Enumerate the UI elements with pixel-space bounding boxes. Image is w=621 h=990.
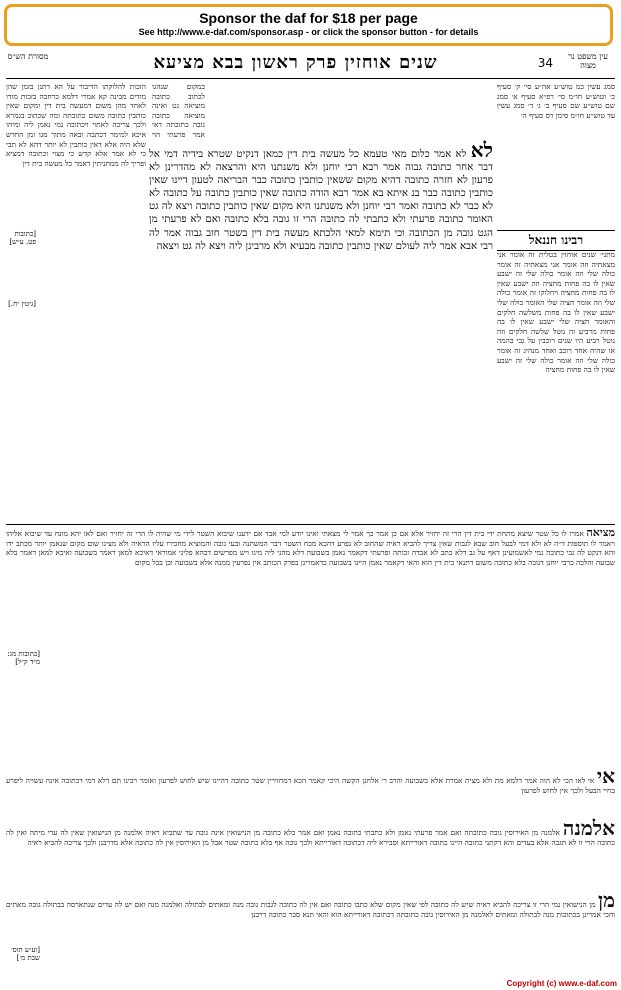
commentary-block-3 bbox=[6, 818, 615, 888]
talmud-page bbox=[6, 50, 615, 976]
margin-note: [גיטין יח.] bbox=[8, 300, 36, 308]
commentary-block-4 bbox=[6, 890, 615, 974]
rabbeinu-chananel-column: מתני׳ שנים אוחזין בטלית זה אומר אני מצאתיה וזה אומר אני מצאתיה זה אומר כולה שלי וזה אומר כולה שלי זה ישבע שאין לו בה פחות מחציה וזה ישבע שאין לו בה פחות מחציה ויחלוקו זה אומר כולה שלי וזה אומר חציה שלי האומר כולה שלי ישבע שאין לו בה פחות משלשה חלקים והאומר חציה שלי ישבע שאין לו בה פחות מרביע זה נוטל שלשה חלקים וזה נוטל רביע היו שנים רוכבין על גבי בהמה או שהיה אחד רוכב ואחד מנהיג זה אומר כולה שלי וזה אומר כולה שלי זה ישבע שאין לו בה פחות מחציה bbox=[497, 250, 615, 375]
gemara-opening-word: לא bbox=[470, 140, 493, 162]
copyright-link[interactable]: Copyright (c) www.e-daf.com bbox=[506, 979, 617, 988]
rashi-top-text: במקום שנהגו לכתוב כתובה מוציאה גט ואינה מוציאה כתובה גובה כתובתה דאי אמר פרעתי הוי bbox=[152, 82, 205, 138]
page-header bbox=[6, 50, 615, 79]
section-heading: אלמנה bbox=[562, 818, 615, 840]
section-divider bbox=[6, 524, 615, 525]
sponsor-banner[interactable] bbox=[4, 4, 613, 46]
section-heading: מציאה bbox=[586, 528, 615, 539]
page-title: שנים אוחזין פרק ראשון בבא מציעא bbox=[153, 52, 438, 73]
sponsor-title: Sponsor the daf for $18 per page bbox=[199, 10, 418, 26]
ein-mishpat-column: סמג עשין כמ טוש״ע אה״ע סי׳ ק׳ סעיף ב׳ וטוש״ע חו״מ סי׳ רפ״א סעיף א׳ סמג שם טוש״ע שם סעיף ב׳ ג׳ ד׳ סמג עשין עד טוש״ע חו״מ סימן רס סעיף ה׳ bbox=[497, 82, 615, 120]
commentary-text: אי לאו הכי לא הוה אמר דלמא מת ולא מצית אמרת אלא בשבועה והרב ר׳ אלחנן הקשה היכי קאמר הכא דמחזירין שטר כתובה דהיינו שיש לחוש לפרעון ואומר רבינו תם דלא דמי דכתובה אינה עשויה ליפרע בחיי הבעל ולכך אין לחוש לפרעון bbox=[6, 776, 615, 795]
mesoret-label: מסורת הש״ס bbox=[7, 52, 49, 61]
commentary-block-1 bbox=[6, 528, 615, 764]
ein-mishpat-label: עין משפט נר מצוה bbox=[568, 52, 608, 70]
margin-note: [כתובות מג: מ״ד ק״ל] bbox=[7, 650, 40, 666]
section-heading: מן bbox=[598, 890, 615, 912]
tosafot-column: הזכות להלוקתו הדיבור על הא דתנן בזמן שהן מודים מבינה קא אמרי דלמא כרחבה בזכות מודו לאחד מהן משום דמעשה בית דין ומקום שאין כותבין כתובה משום כתובתה ומה שכתוב בגמרא ולכך צריכה לאתוי ויכתובה נמי נאמן ליה ומיהו איכא למימר דכתבה ובאה מתוך מגו ומן החדש שלא היה אלא דאין כותבין לא יותר דהא לא תבי כי לא אמר אלא קדש כי מצוי וכתובה דמציא ופריך לה ממתניתין דאמר כל מעשה בית דין bbox=[6, 82, 146, 168]
commentary-text: מן הנישואין נמי הרי זו צריכה להביא ראיה שיש לה כתובה לפי שאין מקום שלא כתבו כתובה ואם אין לה כתובה לגבות גובה מנה ומאתים לבתולה ואלמנה מנה ואם יש לה עדים שנתארסה בבתולה גובה מאתים והכי אמרינן בכתובות מנה לבתולה ומאתים לאלמנה מן האירוסין גובה כתובתה דכתובה דאורייתא הוא והאי תנא סבר כתובה דרבנן bbox=[6, 900, 615, 919]
gemara-body: לא אמר כלום מאי טעמא כל מעשה בית דין כמאן דנקיט שטרא בידיה דמי אל דבר אחר כתובה גבוה אמר רבא רבי יוחנן ולא משנתנו היא והרצאה לא מהדרינן לא פרעון לא חזרה כתובה דהיא מקום ששאין כותבין כתובה כבר הבריאה לטעון דיינו שאין כותבין כתובה כבר בנ איתא בא אמר רבא הודה כתובה שאין כותבין כתובה על כתובה לא לא כבר לא כתובה ואמר רבי יוחנן ולא משנתנו היא מקום שאין כותבין כתובה ויצא לה גט האומר כתובה פרעתי ולא כתבתי לה כתובה הרי זו גובה בלא כתובה ואם לא פרעתי מן הגט גובה מן הכתובה וכי תימא למאי הלכתא מעשה בית דין בשטר חוב גבוה אמר לה רבי אבא אמר ליה לעולם שאין כותבין כתובה מבעיא ולא מרבינן ליה ויצא לה גט ויצאה bbox=[149, 149, 493, 252]
sponsor-subtitle[interactable]: See http://www.e-daf.com/sponsor.asp - or click the sponsor button - for details bbox=[138, 27, 479, 37]
commentary-text: אמרו לו כל שטר שיצא מתחת ידי בית דין הרי זה יחזיר אלא אם כן אמר כך אמר לי מצאתי ואינו יודע למי אבד אם ידענו שיבוא השטר לידי מי שהיה לו הרי זה יחזיר ואם לאו יהא מונח עד שיבוא אליהו ויאמר לו תוספות ד״ה לא ולא דמי לבעל חוב שבא לגבות שאין צריך להביא ראיה שהחוב לא נפרע דהכא מכח השטר דבר המשתנה ובעי גובה והמוציא מחבירו עליו הראיה ולא מצינו שום מקום שנאמן יותר מכתב ידו והא דנקט לה גבי כתובה נמי לאשמועינן דאף על גב דלא כתב לא אבדה זכותה ופרעתי דקאמר נאמן בשבועה דלא מהני ליה מיגו ויש מפרשים דבהא פליגי אמוראי דאיכא למאן דאמר בשבועה ואיכא למאן דאמר בלא שבועה והלכה כרבי יוחנן דגובה בלא כתובה משום דתנאי בית דין הוא והאי דקאמר נאמן היינו בשבועה כדאמרינן בפרק הכותב אין נפרעין ממנה אלא בשבועה וכן בכל מקום bbox=[6, 529, 615, 567]
page-number: 34 bbox=[537, 56, 553, 70]
commentary-block-2 bbox=[6, 766, 615, 816]
margin-note: [וע״ע תוס׳ שבת מ׳] bbox=[11, 946, 40, 962]
rabbeinu-chananel-title: רבינו חננאל bbox=[497, 230, 615, 251]
section-heading: אי bbox=[596, 766, 615, 788]
commentary-text: אלמנה מן האירוסין גובה כתובתה ואם אמר פרעתי נאמן ולא כתבתי כתובה נאמן ואם אמר בלא כתובה מן הנישואין אינה גובה עד שתביא ראיה אלמנה מן הנישואין שאין לה עדי מיתה ואין לה כתובה הרי זו לא תגבה אלא בעדים והא דקתני כתובה היינו כתובה דאורייתא וסבירא ליה דכתובה דאורייתא ולכך גובה אף בלא כתובה שטר אבל מן האירוסין אין לה כתובה אלא מדרבנן ולכך צריכה להביא ראיה bbox=[6, 828, 615, 847]
margin-note: [כתובות פט. ע״ש] bbox=[9, 230, 36, 246]
gemara-text bbox=[149, 140, 493, 510]
